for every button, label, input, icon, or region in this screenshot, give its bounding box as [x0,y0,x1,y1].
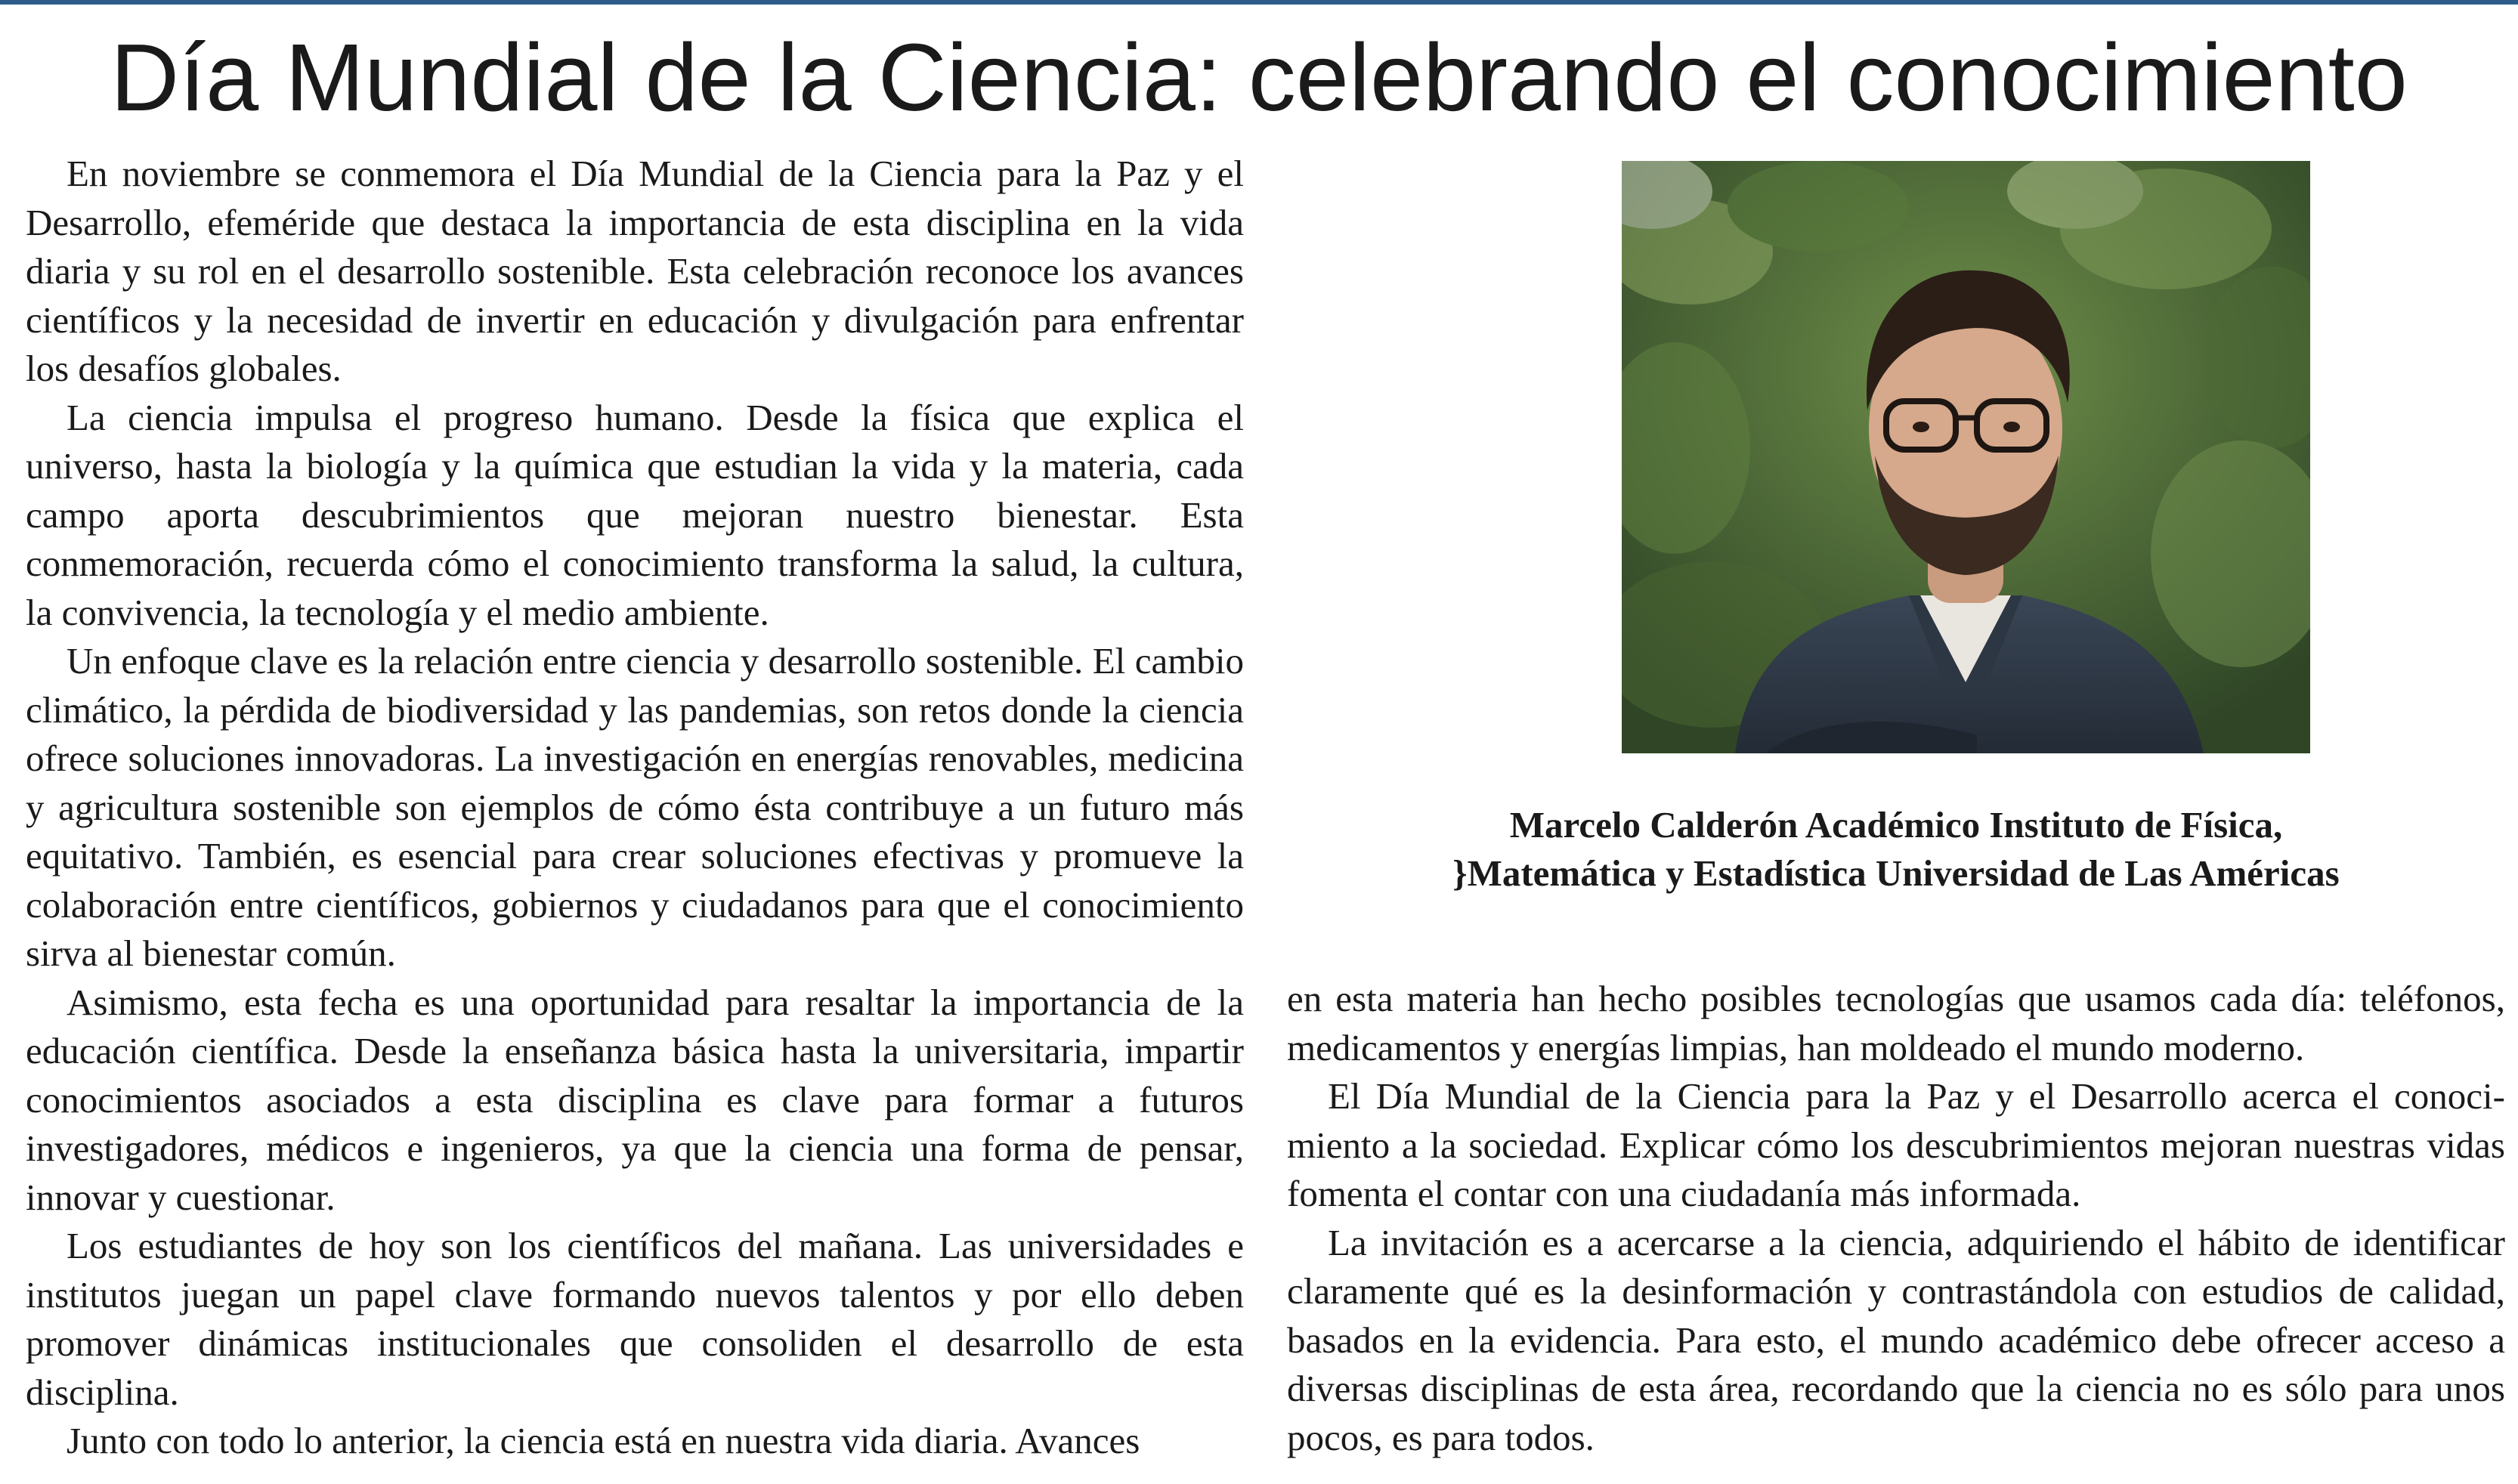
paragraph: En noviembre se conmemora el Día Mundial de la Ciencia para la Paz y el Desarrollo, efeméride que destaca la importancia de esta disciplina en la vida diaria y su rol en el desarrollo sostenible. Esta celebración reconoce los avances científicos y la necesidad de invertir en educación y divulgación para enfrentar los desafíos globales. [26,153,1244,389]
paragraph: La invitación es a acercarse a la ciencia, adquiriendo el hábito de identificar claramente qué es la desinformación y contrastándola con estudios de calidad, basados en la evidencia. Para esto, el mundo académico debe ofrecer acceso a diversas disciplinas de esta área, recordando que la ciencia no es sólo para unos pocos, es para todos. [1287,1221,2505,1458]
author-photo [1622,161,2310,753]
portrait-illustration [1622,161,2310,753]
paragraph: El Día Mundial de la Ciencia para la Paz y el Desarrollo acerca el conocimiento a la sociedad. Explicar cómo los descubrimientos mejoran nuestras vidas fomenta el contar con una ciudadanía más informada. [1287,1075,2505,1214]
paragraph: Los estudiantes de hoy son los científicos del mañana. Las universidades e institutos juegan un papel clave formando nuevos talentos y por ello deben promover dinámicas institucionales que consoliden el desarrollo de esta disciplina. [26,1225,1244,1413]
caption-line-2: }Matemática y Estadística Universidad de Las Américas [1452,852,2340,894]
paragraph: en esta materia han hecho posibles tecnologías que usamos cada día: teléfonos, medicamentos y energías limpias, han moldeado el mundo moderno. [1287,978,2505,1068]
paragraph: Un enfoque clave es la relación entre ciencia y desarrollo sostenible. El cambio climático, la pérdida de biodiversidad y las pandemias, son retos donde la ciencia ofrece soluciones innovadoras. La investigación en energías renovables, medicina y agricultura sostenible son ejemplos de cómo ésta contribuye a un futuro más equitativo. También, es esencial para crear soluciones efectivas y promueve la colaboración entre científicos, gobiernos y ciudadanos para que el conocimiento sirva al bienestar común. [26,640,1244,974]
left-column [26,150,1244,1466]
paragraph: La ciencia impulsa el progreso humano. Desde la física que explica el universo, hasta la biología y la química que estudian la vida y la materia, cada campo aporta descubrimientos que mejoran nuestro bienestar. Esta conmemoración, recuerda cómo el conocimiento transforma la salud, la cultura, la convivencia, la tecnología y el medio ambiente. [26,396,1244,633]
photo-caption [1287,801,2505,898]
paragraph: Asimismo, esta fecha es una oportunidad para resaltar la importancia de la educación científica. Desde la enseñanza básica hasta la universitaria, impartir conocimientos asociados a esta disciplina es clave para formar a futuros investigadores, médicos e ingenieros, ya que la ciencia una forma de pensar, innovar y cuestionar. [26,981,1244,1218]
caption-line-1: Marcelo Calderón Académico Instituto de Física, [1509,804,2283,846]
right-column [1287,975,2505,1462]
paragraph: Junto con todo lo anterior, la ciencia está en nuestra vida diaria. Avances [67,1420,1140,1461]
headline: Día Mundial de la Ciencia: celebrando el conocimiento [110,24,2408,131]
top-rule [0,0,2518,5]
